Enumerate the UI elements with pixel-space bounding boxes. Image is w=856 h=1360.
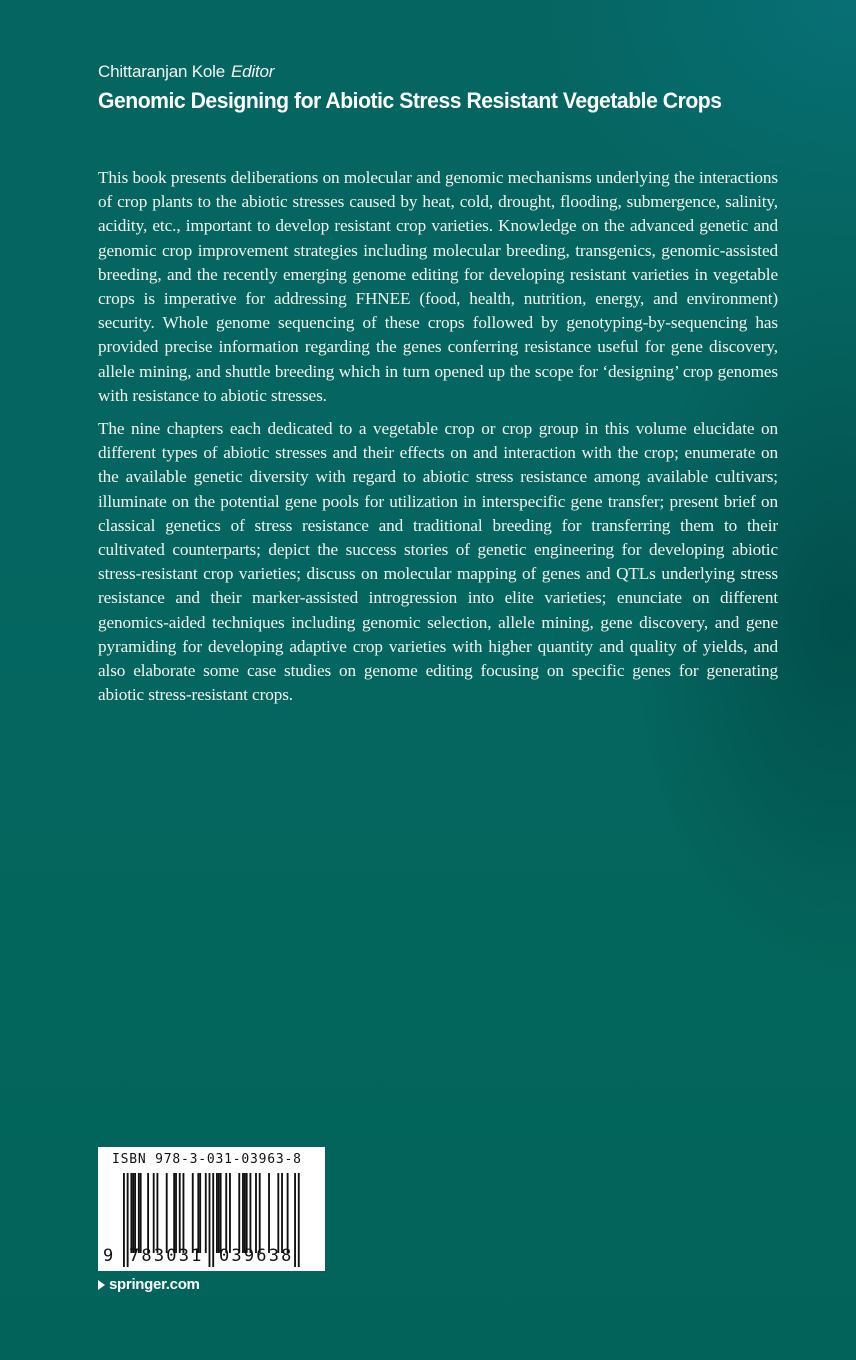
description-paragraph-1: This book presents deliberations on molecular and genomic mechanisms underlying the interactions of crop plants to the abiotic stresses caused by heat, cold, drought, flooding, submergence, salinity, acidity, etc., important to develop resistant crop varieties. Knowledge on the advanced genetic and genomic crop improvement strategies including molecular breeding, transgenics, genomic-assisted breeding, and the recently emerging genome editing for developing resistant varieties in vegetable crops is imperative for addressing FHNEE (food, health, nutrition, energy, and environment) security. Whole genome sequencing of these crops followed by genotyping-by-sequencing has provided precise information regarding the genes conferring resistance useful for gene discovery, allele mining, and shuttle breeding which in turn opened up the scope for ‘designing’ crop genomes with resistance to abiotic stresses. — [98, 168, 778, 405]
isbn-label: ISBN 978-3-031-03963-8 — [112, 1152, 302, 1167]
description-paragraph-2: The nine chapters each dedicated to a vegetable crop or crop group in this volume elucidate on different types of abiotic stresses and their effects on and interaction with the crop; enumerate on the available genetic diversity with regard to abiotic stress resistance among available cultivars; illuminate on the potential gene pools for utilization in interspecific gene transfer; present brief on classical genetics of stress resistance and traditional breeding for transferring them to their cultivated counterparts; depict the success stories of genetic engineering for developing abiotic stress-resistant crop varieties; discuss on molecular mapping of genes and QTLs underlying stress resistance and their marker-assisted introgression into elite varieties; enunciate on different genomics-aided techniques including genomic selection, allele mining, gene discovery, and gene pyramiding for developing adaptive crop varieties with higher quantity and quality of yields, and also elaborate some case studies on genome editing focusing on specific genes for generating abiotic stress-resistant crops. — [98, 419, 778, 705]
springer-link[interactable] — [98, 1276, 200, 1293]
author-name: Chittaranjan Kole — [98, 62, 226, 81]
isbn-barcode-box — [98, 1147, 325, 1271]
author-role: Editor — [231, 62, 275, 81]
springer-link-text: springer.com — [109, 1276, 200, 1293]
author-line — [98, 60, 798, 84]
book-description — [98, 166, 778, 716]
cover-header — [98, 60, 798, 116]
barcode-digits-left: 783031 — [129, 1246, 204, 1266]
triangle-right-icon — [98, 1280, 105, 1290]
book-title: Genomic Designing for Abiotic Stress Resistant Vegetable Crops — [98, 88, 722, 113]
barcode-digits-right: 039638 — [219, 1246, 294, 1266]
barcode-digit-first: 9 — [103, 1246, 114, 1266]
